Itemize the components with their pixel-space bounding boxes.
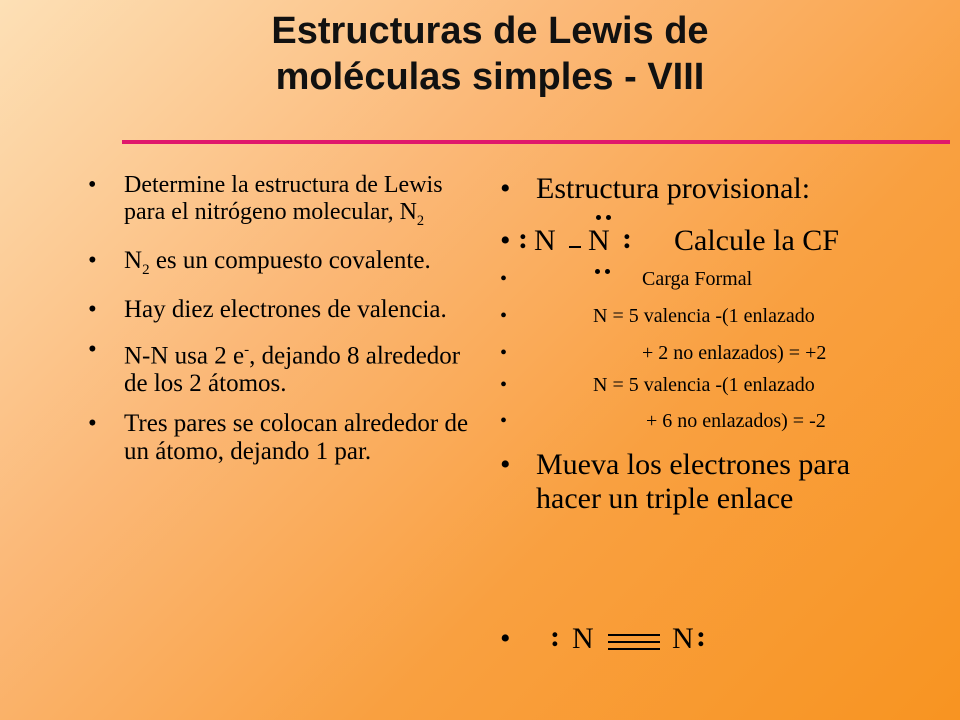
final-atom-n2: N xyxy=(672,622,694,655)
left-item-2-text-b: es un compuesto covalente. xyxy=(149,246,431,274)
superscript: - xyxy=(244,341,250,358)
left-item-3-text: Hay diez electrones de valencia. xyxy=(124,295,447,323)
triple-bond-line-3-icon xyxy=(608,648,660,650)
mueva-text: Mueva los electrones para hacer un triple enlace xyxy=(536,448,851,515)
subscript: 2 xyxy=(416,212,425,229)
final-atom-n1: N xyxy=(572,622,594,655)
bullet-icon: • xyxy=(88,172,97,198)
bullet-icon: • xyxy=(500,448,511,481)
left-item-3 xyxy=(88,296,478,324)
bullet-icon: • xyxy=(88,335,97,363)
lone-pair-bottom-dot xyxy=(595,269,600,274)
bullet-icon: • xyxy=(500,622,511,655)
bullet-icon: • xyxy=(500,305,508,327)
subscript: 2 xyxy=(142,261,150,278)
bullet-icon: • xyxy=(500,268,508,290)
lone-pair-top-dot xyxy=(596,215,601,220)
bullet-icon: • xyxy=(500,342,508,364)
left-item-2-text-a: N xyxy=(124,246,143,274)
lewis-final-row xyxy=(500,622,950,662)
lone-pair-bottom-dot xyxy=(605,269,610,274)
bullet-icon: • xyxy=(88,410,97,438)
title-line-1: Estructuras de Lewis de xyxy=(271,10,709,52)
lone-pair-left-icon: : xyxy=(550,620,560,653)
left-bullet-list xyxy=(88,172,478,478)
bullet-icon: • xyxy=(500,224,511,257)
lone-pair-top-dot xyxy=(606,215,611,220)
lewis-atom-n1: N xyxy=(534,224,556,257)
bullet-icon: • xyxy=(88,295,97,323)
title-line-2: moléculas simples - VIII xyxy=(275,56,705,98)
provisional-text: Estructura provisional: xyxy=(536,172,811,205)
bullet-icon: • xyxy=(88,246,97,274)
mueva-row xyxy=(500,448,870,516)
calcule-text: Calcule la CF xyxy=(674,224,839,257)
carga-formal-text: Carga Formal xyxy=(642,268,753,290)
left-item-5-text: Tres pares se colocan alrededor de un átomo, dejando 1 par. xyxy=(124,410,469,466)
lewis-atom-n2: N xyxy=(588,224,610,257)
lewis-provisional-row xyxy=(500,224,950,264)
right-column xyxy=(500,0,950,720)
left-item-4-text-a: N-N usa 2 e xyxy=(124,342,245,370)
lone-pair-right-icon: : xyxy=(696,620,706,653)
left-item-5 xyxy=(88,410,478,466)
left-item-4-text-b: , dejando 8 alrededor de los 2 átomos. xyxy=(124,342,461,398)
bullet-icon: • xyxy=(500,172,511,205)
lone-pair-left-icon: : xyxy=(518,222,528,255)
triple-bond-line-1-icon xyxy=(608,634,660,636)
lone-pair-right-icon: : xyxy=(622,222,632,255)
left-item-1-text: Determine la estructura de Lewis para el nitrógeno molecular, N xyxy=(124,172,443,225)
left-item-2 xyxy=(88,247,478,284)
cf-line-4-text: + 6 no enlazados) = -2 xyxy=(646,410,826,432)
cf-line-1-text: N = 5 valencia -(1 enlazado xyxy=(593,305,815,327)
single-bond-icon xyxy=(569,246,581,248)
bullet-icon: • xyxy=(500,374,508,396)
left-item-1 xyxy=(88,172,478,235)
bullet-icon: • xyxy=(500,410,508,432)
cf-line-2-text: + 2 no enlazados) = +2 xyxy=(642,342,827,364)
left-item-4 xyxy=(88,336,478,398)
triple-bond-line-2-icon xyxy=(608,641,660,643)
cf-line-3-text: N = 5 valencia -(1 enlazado xyxy=(593,374,815,396)
